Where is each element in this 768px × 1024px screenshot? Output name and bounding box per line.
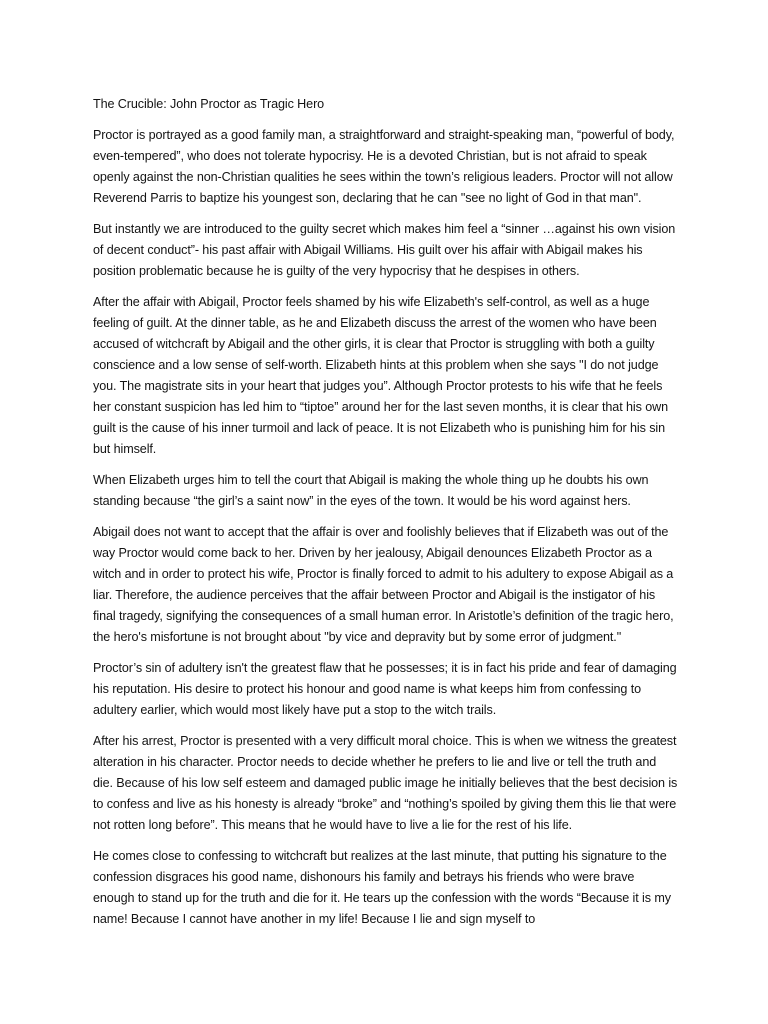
paragraph-8: He comes close to confessing to witchcraft but realizes at the last minute, that putting his signature to the confession disgraces his good name, dishonours his family and betrays his friends who were brave enough to stand up for the truth and die for it. He tears up the confession with the words “Because it is my name! Because I cannot have another in my life! Because I lie and sign myself to: [93, 849, 671, 926]
document-title: The Crucible: John Proctor as Tragic Hero: [93, 97, 325, 111]
paragraph-3: After the affair with Abigail, Proctor feels shamed by his wife Elizabeth's self-control, as well as a huge feeling of guilt. At the dinner table, as he and Elizabeth discuss the arrest of the women who have been accused of witchcraft by Abigail and the other girls, it is clear that Proctor is struggling with both a guilty conscience and a low sense of self-worth. Elizabeth hints at this problem when she says "I do not judge you. The magistrate sits in your heart that judges you”. Although Proctor protests to his wife that he feels her constant suspicion has led him to “tiptoe” around her for the last seven months, it is clear that his own guilt is the cause of his inner turmoil and lack of peace. It is not Elizabeth who is punishing him for his sin but himself.: [93, 295, 669, 456]
paragraph-1: Proctor is portrayed as a good family man, a straightforward and straight-speaking man, “powerful of body, even-tempered”, who does not tolerate hypocrisy. He is a devoted Christian, but is not afraid to speak openly against the non-Christian qualities he sees within the town’s religious leaders. Proctor will not allow Reverend Parris to baptize his youngest son, declaring that he can "see no light of God in that man".: [93, 128, 675, 205]
document-body: [93, 94, 679, 940]
paragraph-4: When Elizabeth urges him to tell the court that Abigail is making the whole thing up he doubts his own standing because “the girl’s a saint now” in the eyes of the town. It would be his word against hers.: [93, 473, 649, 508]
paragraph-6: Proctor’s sin of adultery isn't the greatest flaw that he possesses; it is in fact his pride and fear of damaging his reputation. His desire to protect his honour and good name is what keeps him from confessing to adultery earlier, which would most likely have put a stop to the witch trails.: [93, 661, 677, 717]
paragraph-5: Abigail does not want to accept that the affair is over and foolishly believes that if Elizabeth was out of the way Proctor would come back to her. Driven by her jealousy, Abigail denounces Elizabeth Proctor as a witch and in order to protect his wife, Proctor is finally forced to admit to his adultery to expose Abigail as a liar. Therefore, the audience perceives that the affair between Proctor and Abigail is the instigator of his final tragedy, signifying the consequences of a small human error. In Aristotle’s definition of the tragic hero, the hero's misfortune is not brought about "by vice and depravity but by some error of judgment.": [93, 525, 674, 644]
paragraph-2: But instantly we are introduced to the guilty secret which makes him feel a “sinner …against his own vision of decent conduct”- his past affair with Abigail Williams. His guilt over his affair with Abigail makes his position problematic because he is guilty of the very hypocrisy that he despises in others.: [93, 222, 676, 278]
paragraph-7: After his arrest, Proctor is presented with a very difficult moral choice. This is when we witness the greatest alteration in his character. Proctor needs to decide whether he prefers to lie and live or tell the truth and die. Because of his low self esteem and damaged public image he initially believes that the best decision is to confess and live as his honesty is already “broke” and “nothing’s spoiled by giving them this lie that were not rotten long before”. This means that he would have to live a lie for the rest of his life.: [93, 734, 678, 832]
